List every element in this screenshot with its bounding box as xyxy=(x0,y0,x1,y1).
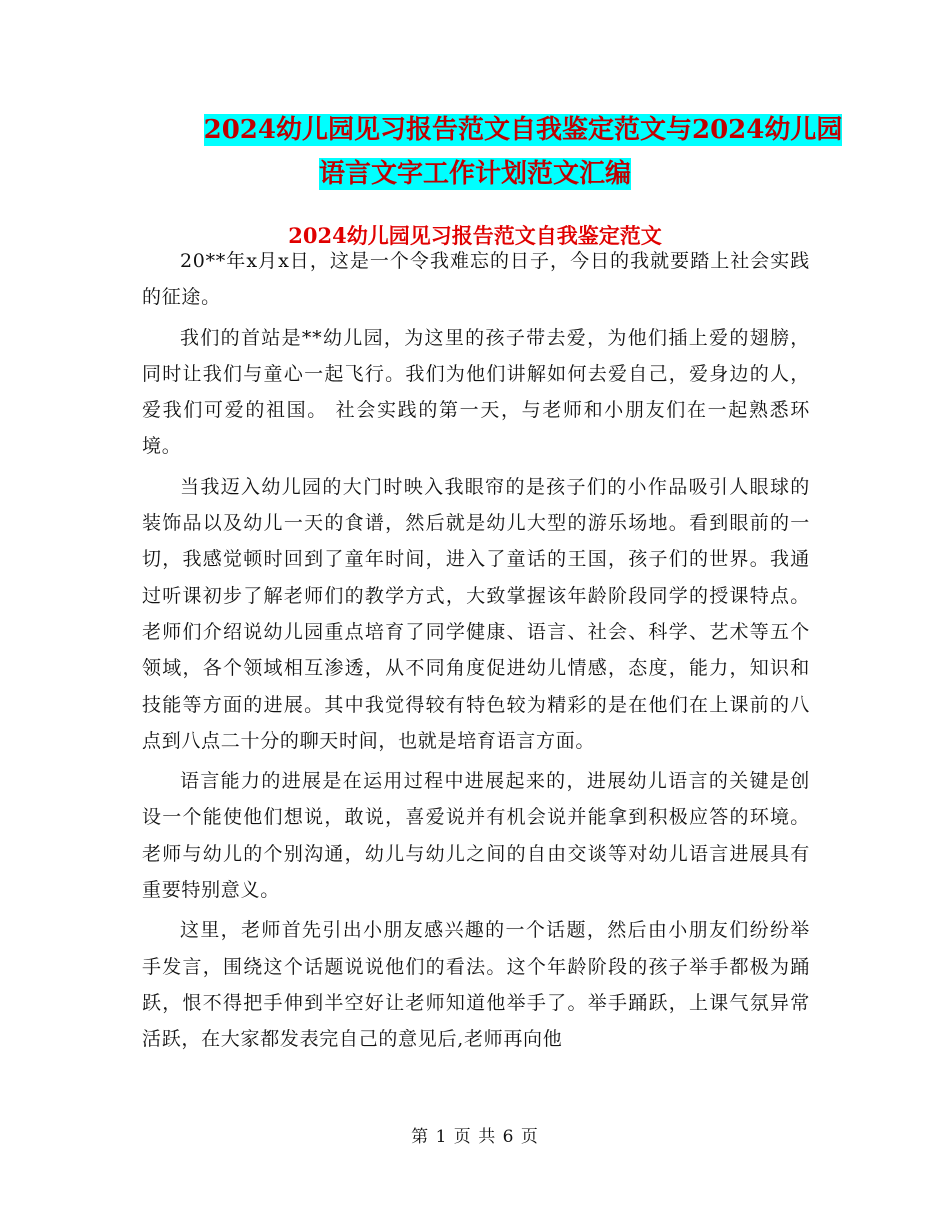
section-title: 2024幼儿园见习报告范文自我鉴定范文 xyxy=(288,223,662,248)
paragraph-5: 这里，老师首先引出小朋友感兴趣的一个话题，然后由小朋友们纷纷举手发言，围绕这个话题说说他们的看法。这个年龄阶段的孩子举手都极为踊跃，恨不得把手伸到半空好让老师知道他举手了。举手踊跃，上课气氛异常活跃，在大家都发表完自己的意见后,老师再向他 xyxy=(142,919,810,1051)
main-title-line-1: 2024幼儿园见习报告范文自我鉴定范文与2024幼儿园 xyxy=(203,115,843,145)
paragraph-4: 语言能力的进展是在运用过程中进展起来的，进展幼儿语言的关键是创设一个能使他们想说，敢说，喜爱说并有机会说并能拿到积极应答的环境。老师与幼儿的个别沟通，幼儿与幼儿之间的自由交谈等对幼儿语言进展具有重要特别意义。 xyxy=(142,770,810,902)
page-footer: 第 1 页 共 6 页 xyxy=(411,1127,539,1147)
document-body xyxy=(142,243,810,1062)
paragraph-2: 我们的首站是**幼儿园，为这里的孩子带去爱，为他们插上爱的翅膀，同时让我们与童心一起飞行。我们为他们讲解如何去爱自己，爱身边的人，爱我们可爱的祖国。 社会实践的第一天，与老师和小朋友们在一起熟悉环境。 xyxy=(142,326,810,458)
paragraph-1: 20**年x月x日，这是一个令我难忘的日子，今日的我就要踏上社会实践的征途。 xyxy=(142,250,810,309)
main-title-line-2: 语言文字工作计划范文汇编 xyxy=(318,159,631,189)
document-main-title xyxy=(0,108,950,196)
paragraph-3: 当我迈入幼儿园的大门时映入我眼帘的是孩子们的小作品吸引人眼球的装饰品以及幼儿一天的食谱，然后就是幼儿大型的游乐场地。看到眼前的一切，我感觉顿时回到了童年时间，进入了童话的王国，孩子们的世界。我通过听课初步了解老师们的教学方式，大致掌握该年龄阶段同学的授课特点。老师们介绍说幼儿园重点培育了同学健康、语言、社会、科学、艺术等五个领域，各个领域相互渗透，从不同角度促进幼儿情感，态度，能力，知识和技能等方面的进展。其中我觉得较有特色较为精彩的是在他们在上课前的八点到八点二十分的聊天时间，也就是培育语言方面。 xyxy=(142,475,810,752)
